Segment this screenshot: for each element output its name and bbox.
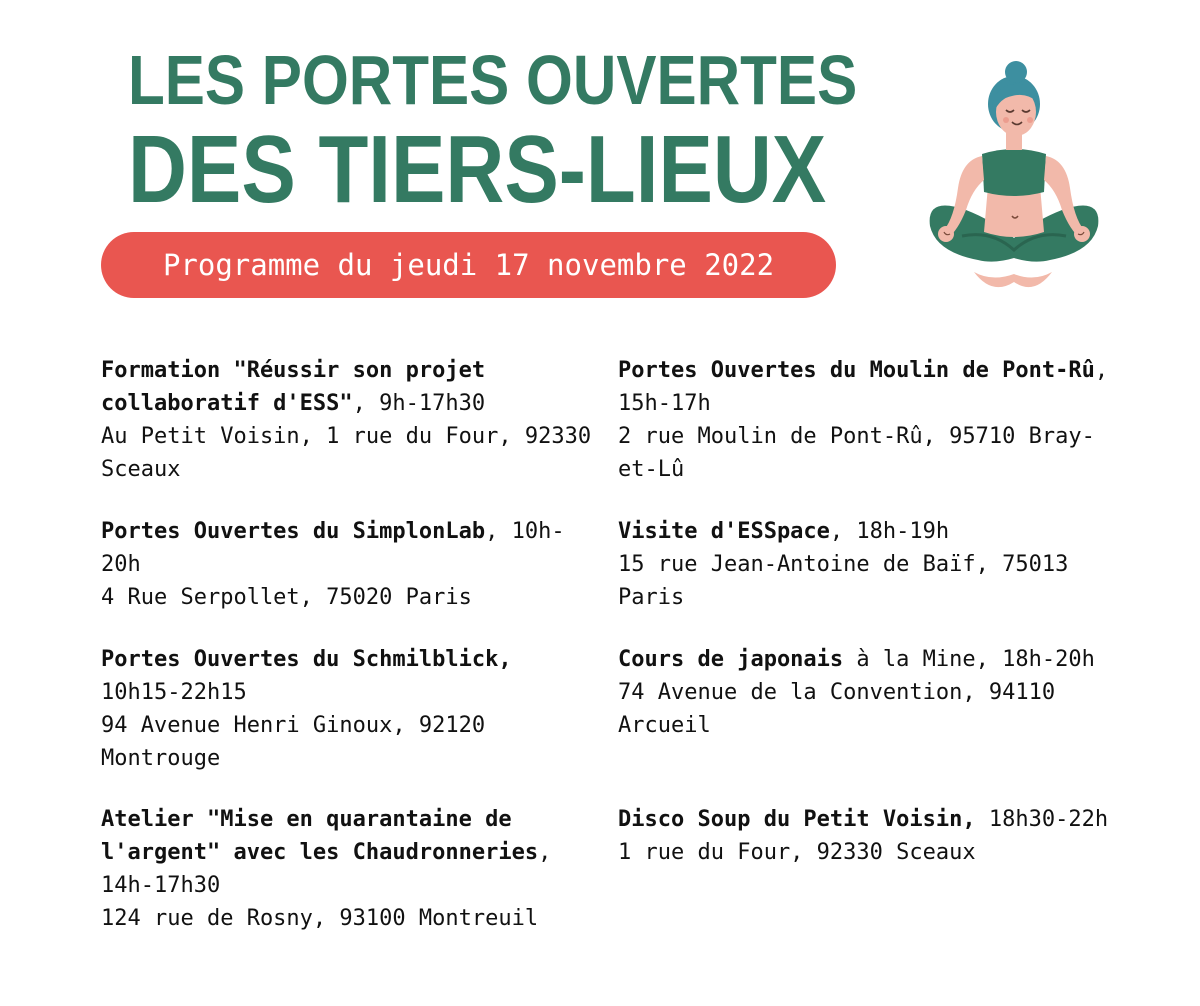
event-title: Cours de japonais <box>618 647 844 672</box>
event-address: 2 rue Moulin de Pont-Rû, 95710 Bray-et-Lû <box>618 424 1095 482</box>
event-moulin-pont-ru <box>618 354 1118 486</box>
event-time: à la Mine, 18h-20h <box>843 647 1095 672</box>
event-address: 4 Rue Serpollet, 75020 Paris <box>101 585 472 610</box>
event-title: Portes Ouvertes du SimplonLab <box>101 519 486 544</box>
event-atelier-quarantaine <box>101 803 601 935</box>
event-time: , 14h-17h30 <box>101 840 552 898</box>
event-address: 1 rue du Four, 92330 Sceaux <box>618 840 976 865</box>
page-title-line-2: DES TIERS-LIEUX <box>128 116 827 223</box>
event-address: 94 Avenue Henri Ginoux, 92120 Montrouge <box>101 713 486 771</box>
program-date-banner <box>101 232 836 298</box>
event-address: 124 rue de Rosny, 93100 Montreuil <box>101 906 539 931</box>
event-address: 15 rue Jean-Antoine de Baïf, 75013 Paris <box>618 552 1069 610</box>
event-time: , 9h-17h30 <box>352 391 486 416</box>
event-cours-japonais <box>618 643 1118 742</box>
event-esspace <box>618 515 1118 614</box>
event-simplonlab <box>101 515 601 614</box>
event-time: , 15h-17h <box>618 358 1109 416</box>
event-title: Atelier "Mise en quarantaine de l'argent" avec les Chaudronneries <box>101 807 539 865</box>
event-training-ess <box>101 354 601 486</box>
event-title: Portes Ouvertes du Moulin de Pont-Rû <box>618 358 1095 383</box>
event-disco-soup <box>618 803 1118 869</box>
event-title: Portes Ouvertes du Schmilblick, <box>101 647 512 672</box>
event-title: Visite d'ESSpace <box>618 519 830 544</box>
event-address: Au Petit Voisin, 1 rue du Four, 92330 Sceaux <box>101 424 592 482</box>
event-time: , 18h-19h <box>829 519 950 544</box>
event-title: Disco Soup du Petit Voisin, <box>618 807 976 832</box>
event-schmilblick <box>101 643 601 775</box>
event-time: , 10h-20h <box>101 519 565 577</box>
event-time: 10h15-22h15 <box>101 680 247 705</box>
event-title: Formation "Réussir son projet collaboratif d'ESS" <box>101 358 486 416</box>
program-date-text: Programme du jeudi 17 novembre 2022 <box>162 248 775 282</box>
event-time: 18h30-22h <box>975 807 1109 832</box>
meditating-woman-illustration <box>922 60 1106 300</box>
event-address: 74 Avenue de la Convention, 94110 Arcueil <box>618 680 1056 738</box>
page-title-line-1: LES PORTES OUVERTES <box>128 41 858 119</box>
